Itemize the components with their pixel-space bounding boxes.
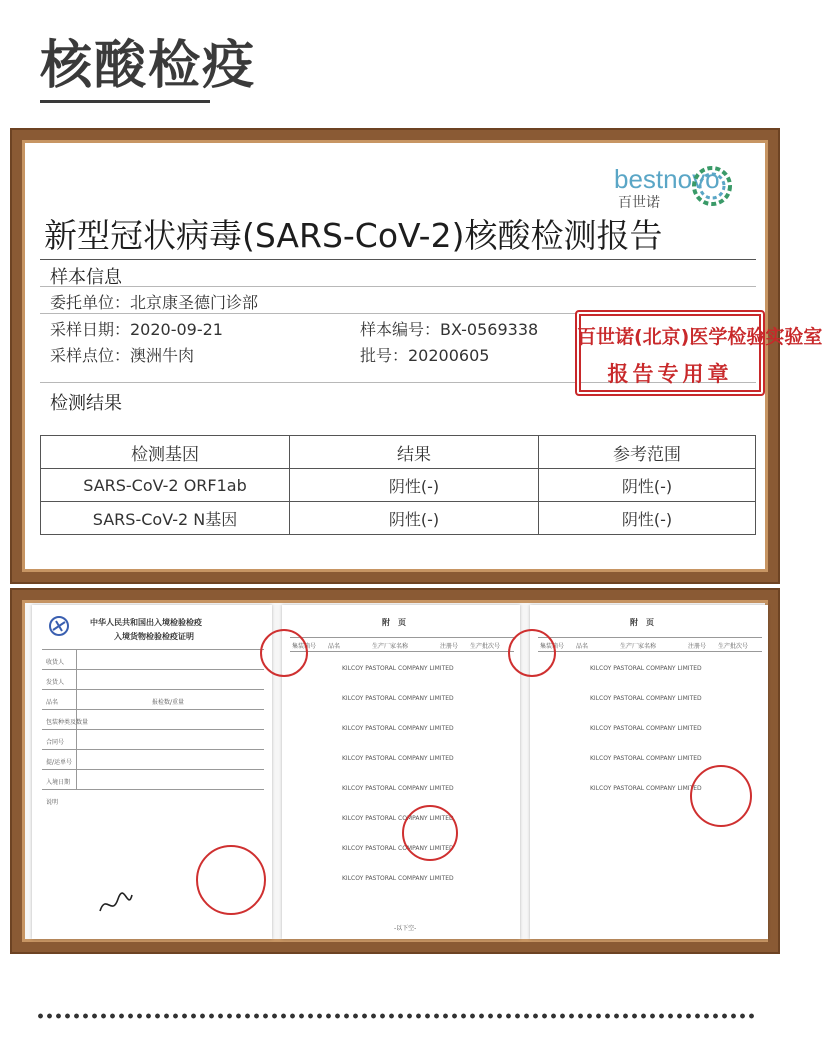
appendix-col: 集装箱号	[540, 643, 565, 650]
exporter-text: KILCOY PASTORAL COMPANY LIMITED	[590, 665, 702, 672]
cert-row-line	[42, 769, 264, 770]
cert-row-line	[42, 749, 264, 750]
appendix-col: 生产批次号	[718, 643, 749, 650]
exporter-text: KILCOY PASTORAL COMPANY LIMITED	[342, 785, 454, 792]
sampling-site-text: 采样点位：澳洲牛肉	[50, 346, 195, 365]
cert-row-line	[42, 729, 264, 730]
cert-field: 入境日期	[46, 779, 71, 786]
appendix-title: 附 页	[630, 618, 654, 627]
batch-no-text: 批号：20200605	[360, 346, 490, 365]
exporter-text: KILCOY PASTORAL COMPANY LIMITED	[342, 665, 454, 672]
exporter-text: KILCOY PASTORAL COMPANY LIMITED	[590, 755, 702, 762]
exporter-text: KILCOY PASTORAL COMPANY LIMITED	[342, 695, 454, 702]
appendix-footer: -以下空-	[394, 925, 417, 932]
appendix-seal	[690, 765, 752, 827]
bestnovo-logo	[614, 164, 738, 214]
sample-info-heading: 样本信息	[50, 267, 122, 288]
appendix-col: 生产批次号	[470, 643, 501, 650]
result-cell: 阴性(-)	[290, 502, 539, 535]
cert-field: 发货人	[46, 679, 65, 686]
cert-title: 中华人民共和国出入境检验检疫	[90, 618, 202, 627]
sample-no-text: 样本编号：BX-0569338	[360, 320, 539, 339]
result-row	[41, 469, 756, 502]
appendix-col: 集装箱号	[292, 643, 317, 650]
logo-cn-text: 百世诺	[618, 195, 660, 211]
reference-cell: 阴性(-)	[539, 469, 756, 502]
cert-field: 提/运单号	[46, 759, 73, 766]
cert-field: 合同号	[46, 739, 65, 746]
dotted-divider	[36, 1013, 756, 1019]
results-table	[40, 435, 756, 535]
signature-icon	[96, 889, 136, 919]
gene-cell: SARS-CoV-2 ORF1ab	[41, 469, 290, 502]
exporter-text: KILCOY PASTORAL COMPANY LIMITED	[342, 875, 454, 882]
results-header-row	[41, 436, 756, 469]
appendix-page-2	[530, 605, 768, 939]
ciq-emblem-icon	[48, 615, 70, 637]
appendix-divider	[538, 637, 762, 638]
appendix-col: 注册号	[440, 643, 459, 650]
reference-cell: 阴性(-)	[539, 502, 756, 535]
cert-field: 品名	[46, 699, 59, 706]
report-frame	[12, 130, 822, 582]
exporter-text: KILCOY PASTORAL COMPANY LIMITED	[342, 815, 454, 822]
exporter-text: KILCOY PASTORAL COMPANY LIMITED	[342, 755, 454, 762]
stamp-line1: 百世诺(北京)医学检验实验室	[577, 326, 822, 348]
appendix-col: 生产厂家名称	[372, 643, 409, 650]
cert-field: 包装种类及数量	[46, 719, 89, 726]
appendix-header-line	[538, 651, 762, 652]
appendix-header-line	[290, 651, 514, 652]
certificates-frame	[12, 590, 778, 952]
appendix-title: 附 页	[382, 618, 406, 627]
cert-subtitle: 入境货物检验检疫证明	[114, 632, 194, 641]
col-gene: 检测基因	[41, 436, 290, 469]
inspection-seal	[196, 845, 266, 915]
cert-row-line	[42, 789, 264, 790]
appendix-col: 品名	[328, 643, 341, 650]
exporter-text: KILCOY PASTORAL COMPANY LIMITED	[342, 845, 454, 852]
exporter-text: KILCOY PASTORAL COMPANY LIMITED	[590, 695, 702, 702]
result-cell: 阴性(-)	[290, 469, 539, 502]
cert-field: 报检数/重量	[152, 699, 185, 706]
cert-row-line	[42, 689, 264, 690]
inspection-certificate	[32, 605, 272, 939]
results-heading: 检测结果	[50, 393, 122, 414]
exporter-text: KILCOY PASTORAL COMPANY LIMITED	[590, 785, 702, 792]
appendix-col: 品名	[576, 643, 589, 650]
appendix-divider	[290, 637, 514, 638]
lab-report-stamp	[575, 310, 822, 396]
edge-seal	[508, 629, 556, 677]
logo-ring-icon	[678, 164, 736, 214]
stamp-line2: 报告专用章	[607, 362, 733, 386]
cert-row-line	[42, 709, 264, 710]
report-title: 新型冠状病毒(SARS-CoV-2)核酸检测报告	[44, 216, 663, 255]
sample-info-header	[40, 260, 756, 287]
exporter-text: KILCOY PASTORAL COMPANY LIMITED	[590, 725, 702, 732]
exporter-text: KILCOY PASTORAL COMPANY LIMITED	[342, 725, 454, 732]
title-underline	[40, 100, 210, 103]
cert-field: 收货人	[46, 659, 65, 666]
appendix-col: 生产厂家名称	[620, 643, 657, 650]
logo-text: bestnovo	[614, 164, 720, 194]
appendix-col: 注册号	[688, 643, 707, 650]
col-reference: 参考范围	[539, 436, 756, 469]
page-title: 核酸检疫	[40, 36, 257, 96]
appendix-seal	[402, 805, 458, 861]
gene-cell: SARS-CoV-2 N基因	[41, 502, 290, 535]
result-row	[41, 502, 756, 535]
edge-seal	[260, 629, 308, 677]
client-text: 委托单位：北京康圣德门诊部	[50, 293, 259, 312]
col-result: 结果	[290, 436, 539, 469]
appendix-page-1	[282, 605, 520, 939]
sampling-date-text: 采样日期：2020-09-21	[50, 320, 223, 339]
cert-note: 说明	[46, 799, 59, 806]
cert-row-line	[42, 669, 264, 670]
